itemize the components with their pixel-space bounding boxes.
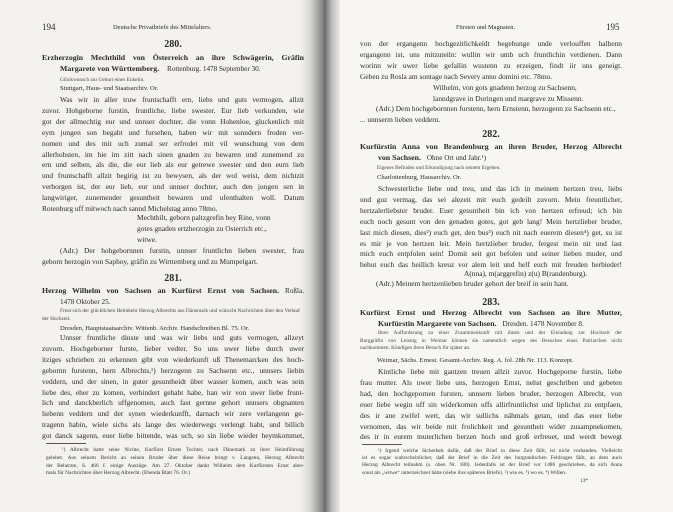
letter-summary — [42, 307, 304, 323]
text-line: ern und selben, als die, die eur lieb als eur getrewe swester und den eurn lieb — [42, 160, 304, 170]
text-line: gotes gnaden ertzherzogin zu Osterrich etc., — [137, 223, 267, 233]
letter-address — [42, 246, 304, 268]
letter-body — [360, 39, 622, 83]
archive-source: Stuttgart, Haus- und Staatsarchiv. Or. — [60, 85, 159, 92]
text-line: Wilhelm, von gots gnadenn herzog zu Sachsenn, — [433, 83, 577, 92]
footnote-rule — [46, 443, 86, 444]
text-line: ¹) Irgend welche Sicherheit dafür, daß der Brief in diese Zeit fällt, ist nicht vorhanden. Vielleicht — [378, 448, 622, 454]
text-line: und fruntschafft allzit begirig ist zu bewysen, als der wol weist, dem nichtzit — [42, 171, 304, 181]
text-line: allerhohsten, im hie im zitt nach sinen gnaden zu bewaren und zunemend zu — [42, 149, 304, 159]
title-text: Kurfürstin Margarete von Sachsen. — [378, 318, 497, 328]
text-line: nachkommen. Kündigen ihren Besuch für später an. — [360, 345, 471, 352]
letter-title — [42, 52, 304, 75]
text-line: lich und danckberlich uffgenomen, auch fast gernne gehort unnsers obgnanten — [42, 398, 304, 408]
book-gutter — [300, 0, 340, 512]
footnote — [46, 447, 304, 478]
text-line: veddern, und der sinen, in guter gesuntheidt über wasser komen, auch was sein — [42, 376, 304, 386]
letter-summary — [360, 330, 622, 353]
text-line: ¹) Albrecht hatte seine Nichte, Kurfürst Ernsts Tochter, nach Dänemark zu ihrer Heimführung — [62, 447, 304, 453]
text-line: worinn wir uwer liebe gefallin wustenn zu erzeigen, findt iir uns geneigt. — [360, 60, 622, 70]
letter-address: (Adr.) Meinem hertzenlieben bruder gehort der breif in sein hant. — [376, 279, 569, 288]
title-text: Herzog Wilhelm von Sachsen an Kurfürst Ernst von Sachsen. — [42, 286, 280, 295]
text-line: des ir ane zwifel wert, das wir sullichs nähmals getan, und das euer liebe — [360, 410, 622, 420]
text-line: gebornn furstenn, hern Albrechts,¹) herzogenn zu Sachsenn etc., unnsers liebin — [42, 365, 304, 375]
letter-summary: Eigenes Befinden und Erkundigung nach seinem Ergehen. — [377, 165, 501, 171]
letter-number: 282. — [482, 129, 500, 140]
text-line: von der ergangenn hochgezitlichkeidt begebunge unde verlouffen halbenn — [360, 39, 622, 48]
text-line: zuvor. Hohgeborne furstin, fruntliche, liebe swester. Eur lieb verkunden, wie — [42, 105, 304, 115]
text-line: langwiriger, zunemender gesuntheit bewaren und ufenthalten woll. Datum — [42, 193, 304, 203]
archive-source: Weimar, Sächs. Ernest. Gesamt-Archiv. Reg. A. fol. 28b Nr. 113. Konzept. — [377, 357, 574, 364]
text-line: eym jungen son begabt und fursehen, haben wir mit sonndern froden ver- — [42, 127, 304, 137]
text-line: des ir in eurem muterlichen herzen hoch und groß erfreuet, und werdt bewegt — [360, 432, 622, 442]
text-line: behut euch das heillich kreuz vor alem leit und helf euch mit freuden herbieder! — [360, 260, 622, 270]
letter-number: 280. — [164, 39, 182, 50]
text-line: mich euch entpfolen sein! Domit seit got befolen und seiner lieben muder, und — [360, 249, 622, 259]
place-date: Dresden. 1478 November 8. — [502, 319, 584, 328]
text-line: liebe des, eher zu komen, verhindert gehabt habe, han wir von uwer liebe frunt- — [42, 387, 304, 397]
title-line — [360, 152, 622, 164]
text-line: ist es sogar wahrscheinlicher, daß der Brief in die Zeit des burgundischen Feldzuges fällt, an dem auch — [362, 455, 622, 462]
text-line: geborn herzogin von Saphoy, gräfin zu Wirttemberg und zu Mumpelgart. — [42, 256, 258, 266]
text-line: frau mutter. Als uwer liebe uns, herzogen Ernst, nehst geschriben und gebeten — [360, 377, 622, 387]
title-line — [360, 319, 622, 330]
text-line: Unnser fruntliche dinste und was wir liebs und guts vermogen, allzeyt — [60, 333, 304, 342]
text-line: Geben zu Rosla am sontage nach Severy anno domini etc. 78mo. — [360, 71, 553, 81]
text-line: Kintliche liebe mit gantzen treuen allzit zuvor. Hochgeporne furstin, liebe — [378, 367, 622, 376]
text-line: Ihrer Aufforderung zu einer Zusammenkunft mit ihnen und der Einladung zur Hochzeit der — [378, 330, 622, 336]
running-head: Fürsten und Magnaten. — [456, 24, 516, 31]
text-line: (Adr.) Dem hochgebornnen furstenn, hern Ernstenn, herzogenn zu Sachsenn etc., — [376, 104, 616, 113]
date: 1478 Oktober 25. — [60, 298, 111, 306]
text-line: had, den hochgepornen fursten, unnsern lieben bruder, herzogen Albrecht, von — [360, 388, 622, 398]
text-line: Was wir in aller truw fruntschafft ern, liebs und guts vermogen, allzit — [60, 95, 304, 104]
title-line — [42, 285, 304, 297]
title-text: Margarete von Württemberg. — [60, 64, 160, 73]
letter-body — [42, 333, 304, 442]
archive-source: Charlottenburg, Hausarchiv. Or. — [377, 174, 462, 181]
text-line: Herzog Albrecht teilnahm (s. oben Nr. 180). Jedenfalls ist der Brief vor 1486 geschrieben, da sich Anna — [362, 462, 622, 469]
text-line: geleitet. Aus seinem Bericht an seinen Bruder über diese Reise bringt v. Langenn, Herzog Albrecht — [46, 454, 304, 461]
signature-mark: 13* — [580, 478, 589, 484]
title-line: Erzherzogin Mechthild von Österreich an ihre Schwägerin, Gräfin — [42, 53, 304, 62]
text-line: hertzalerliebster bruder. Euer gesuntheit bin ich von hertzen erfreud; ich bin — [360, 205, 622, 215]
text-line: itziges schrieben zu erkennen gibt von wiederkunft uß Thenemarcken des hoch- — [42, 354, 304, 364]
letter-signature — [137, 213, 271, 246]
text-line: und guz vermag, das sei alezeit mit euch gedeilt zuvorn. Mein freuntlicher, — [360, 194, 622, 204]
page-number: 194 — [42, 22, 56, 32]
letter-signature: A(nna), m(arggrefin) z(u) B(randenburg). — [464, 269, 588, 278]
letter-summary: Glückwunsch zur Geburt eines Enkelin. — [60, 77, 145, 83]
footnote-rule — [362, 444, 402, 445]
text-line: vernomen, das wir beide mit frolichkeit und gesuntheit wider zusampnekomen, — [360, 421, 622, 431]
title-text: von Sachsen. — [378, 153, 421, 162]
text-line: witwe. — [137, 234, 157, 244]
place: Roßla. — [285, 287, 304, 295]
text-line: verborgen ist, der eur lieb, eur und unnser dochter, auch den jungen sen in — [42, 182, 304, 192]
title-line: Kurfürst Ernst und Herzog Albrecht von Sachsen an ihre Mutter, — [360, 308, 622, 317]
text-line: got danck sagenn, euer liebe bittende, was uch, so sin liebe wieder heymkommet, — [42, 431, 304, 441]
letter-body — [42, 95, 304, 215]
running-head: Deutsche Privatbriefe des Mittelalters. — [113, 24, 212, 31]
letter-body — [360, 184, 622, 271]
letter-title — [360, 308, 622, 329]
text-line: liebenn veddern und der synen wiederkunfft, darnach wir zere verlangenn ge- — [42, 409, 304, 419]
text-line: mals für Nachrichten über Herzog Albrecht. (Ebenda Blatt 76. Or.) — [46, 470, 190, 477]
letter-number: 283. — [482, 297, 500, 308]
page-number: 195 — [606, 22, 620, 32]
text-line: lanndgrave in Doringen und margrave zu Missenn. — [433, 93, 584, 103]
letter-number: 281. — [164, 273, 182, 284]
text-line: Mechthilt, geborn paltzgrefin bey Rine, vonn — [137, 213, 271, 222]
text-line: Schwesterliche liebe und treu, und das ich in meinem hertzen treu, liebs — [378, 184, 622, 193]
place-date: Ohne Ort und Jahr.¹) — [426, 154, 487, 162]
footnote — [362, 448, 622, 477]
archive-source: Dresden, Hauptstaatsarchiv. Wittenb. Archiv. Handschreiben Bl. 75. Or. — [60, 325, 250, 332]
text-line: last mich diesen, dies²) euch get, den bus³) euch nit nach euerem diesen⁴) get, su ist — [360, 227, 622, 237]
text-line: ... unnserm lieben veddern. — [360, 114, 441, 124]
title-line — [42, 63, 304, 75]
letter-title — [42, 285, 304, 308]
summary-line: der Hochzeit. — [42, 316, 71, 322]
text-line: Rotenburg uff mitwoch nach sannd Michelstag anno 78mo. — [42, 204, 218, 214]
letter-address — [360, 104, 616, 125]
text-line: got der allmechtig eur und unnser dochter, die vonn Hohenloe, gluckenlich mit — [42, 116, 304, 126]
text-line: euch noch gesunt von den genaden gotes, got geb lang! Mein hertzlieber bruder, — [360, 216, 622, 226]
place-date: Rottenburg. 1478 September 30. — [167, 65, 261, 73]
text-line: euer liebe wegin uff sin widerkomen uffs allirfruntlichst und liplichst zu entpfaen, — [360, 399, 622, 409]
summary-line: Freut sich der glücklichen Heimkehr Herzog Albrechts aus Dänemark und wünscht Nachrichten über den Verlauf — [60, 308, 300, 314]
text-line: ergangenn ist, uns mitzuteiln: wullin wir umb uch fruntlichin verdienen. Dann — [360, 49, 622, 59]
text-line: nomen und des mit uch zumal ser erfrodet mit vil wunschung von dem — [42, 138, 304, 148]
text-line: zuvorn. Hochgeborner furste, lieber vedter. So uns uwer liebe durch uwer — [42, 343, 304, 353]
title-line: Kurfürstin Anna von Brandenburg an ihren Bruder, Herzog Albrecht — [360, 142, 622, 151]
text-line: Burggräfin von Leisnig in Weimar können sie namentlich wegen des Besuches eines Patriarchen nicht — [360, 337, 622, 344]
letter-signature — [433, 83, 583, 105]
text-line: sonst als „witwe“ unterzeichnet hätte (siehe ihre späteren Briefe). ²) wie es. ³) wo es. ⁴) Willen. — [362, 469, 567, 476]
text-line: tragenn habin, wiele sichs als lange des wiederwegs verlengt habt, und billich — [42, 420, 304, 430]
letter-title — [360, 141, 622, 164]
text-line: der Beherzte, S. 466 f. einige Auszüge. Am 27. Oktober dankt Wilhelm dem Kurfürsten Ernst aber- — [46, 462, 304, 469]
text-line: (Adr.) Der hohgebornnen furstin, unnser fruntlichn lieben swester, frau — [60, 246, 304, 255]
letter-body — [360, 367, 622, 443]
text-line: es mir je von hertzen leit. Mein hertzlieber bruder, fergest mein nit und last — [360, 238, 622, 248]
